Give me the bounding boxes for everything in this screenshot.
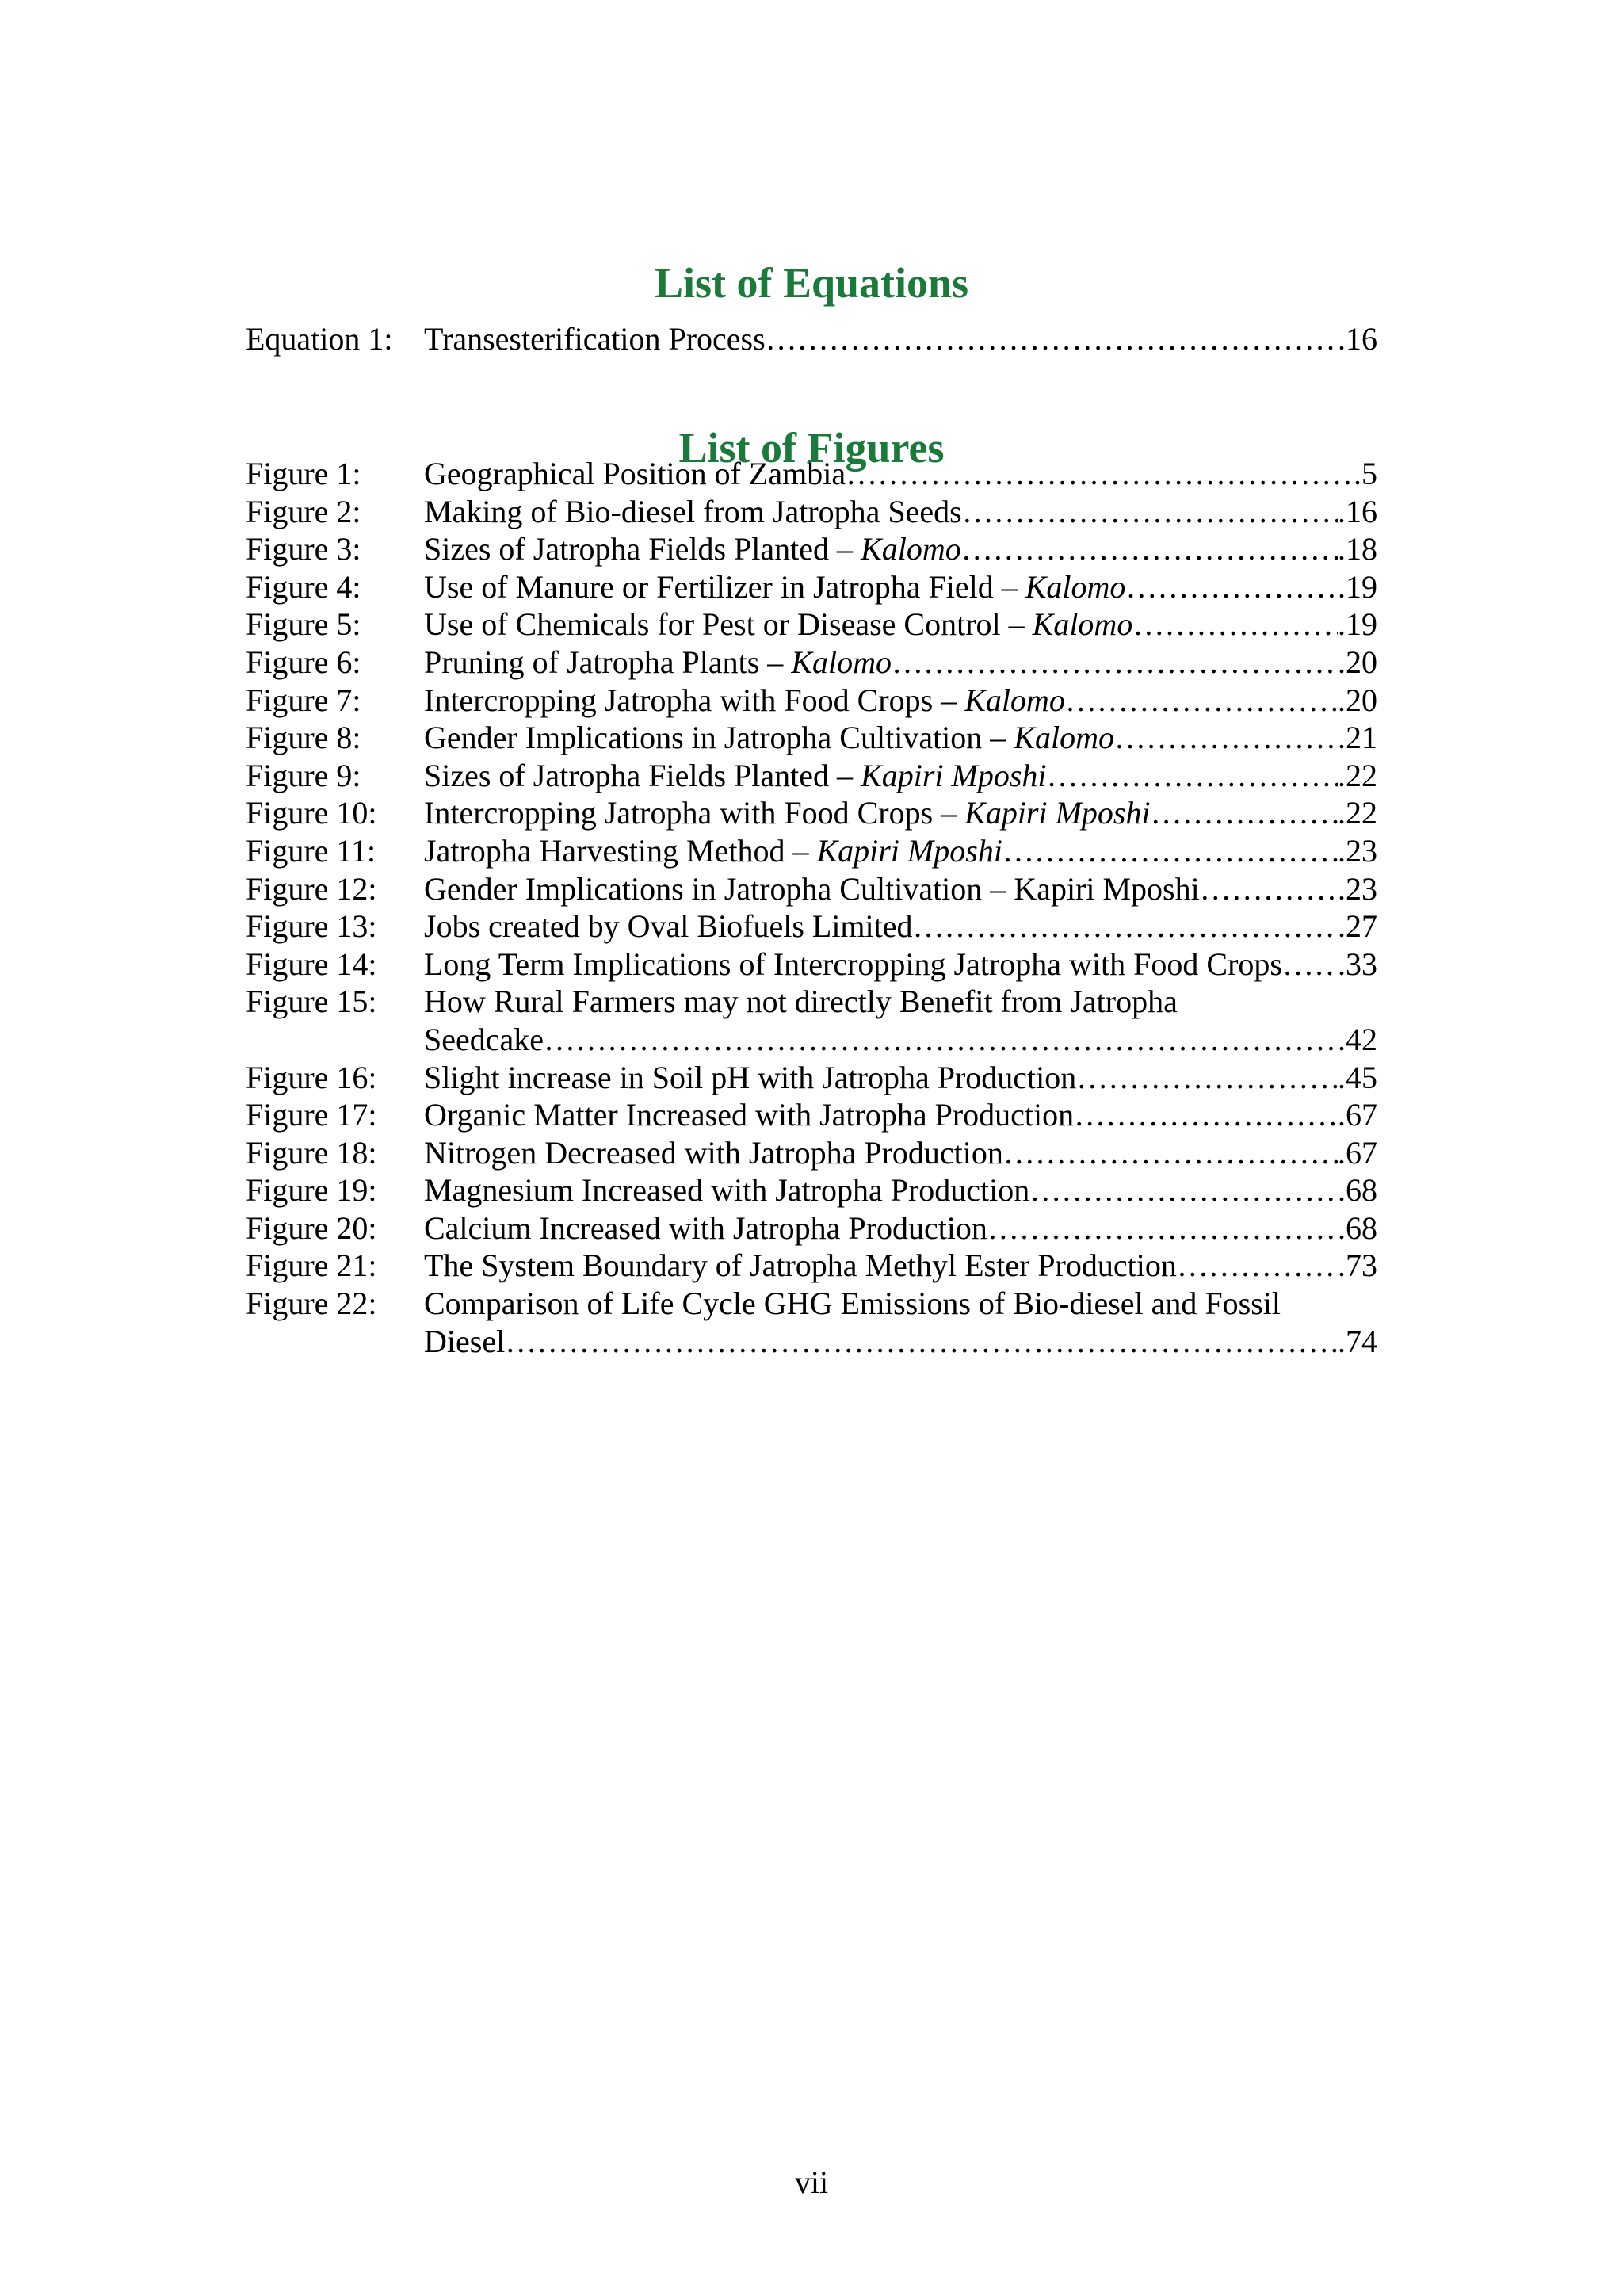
figure-title-text: Pruning of Jatropha Plants – — [424, 644, 792, 680]
dot-leader — [1114, 719, 1338, 757]
figure-line — [424, 983, 1377, 1021]
figure-label: Figure 2: — [246, 493, 361, 529]
figure-line — [424, 530, 1377, 568]
figure-line — [424, 1096, 1377, 1134]
figure-page-number: . 20 — [1338, 682, 1377, 720]
figure-label: Figure 13: — [246, 908, 377, 945]
figure-title — [424, 455, 846, 493]
figure-title-text: Magnesium Increased with Jatropha Production — [424, 1172, 1030, 1209]
figure-body — [424, 870, 1377, 908]
figure-location: Kalomo — [964, 682, 1065, 718]
figure-body — [424, 946, 1377, 984]
figure-title — [424, 757, 1047, 795]
figure-entry[interactable] — [246, 1096, 1377, 1134]
equation-page-number: . 16 — [1338, 320, 1377, 358]
figure-page-number: . 67 — [1338, 1134, 1377, 1172]
figure-title — [424, 946, 1282, 984]
figure-location: Kalomo — [1014, 720, 1114, 756]
dot-leader — [961, 530, 1338, 568]
figure-label: Figure 18: — [246, 1134, 377, 1171]
dot-leader — [1029, 1171, 1338, 1209]
figure-line — [424, 1209, 1377, 1247]
figure-title — [424, 493, 962, 531]
figure-page-number: . 18 — [1338, 530, 1377, 568]
dot-leader — [766, 320, 1338, 358]
figure-title — [424, 1134, 1003, 1172]
figure-line — [424, 644, 1377, 682]
figure-entry[interactable] — [246, 1209, 1377, 1247]
figure-entry[interactable] — [246, 682, 1377, 720]
figure-page-number: . 42 — [1338, 1021, 1377, 1059]
dot-leader — [1065, 682, 1338, 720]
figure-title-text: Making of Bio-diesel from Jatropha Seeds — [424, 493, 962, 529]
figure-body — [424, 530, 1377, 568]
figure-title-text: Sizes of Jatropha Fields Planted – — [424, 531, 861, 567]
dot-leader — [544, 1021, 1338, 1059]
figure-entry[interactable] — [246, 983, 1377, 1058]
figure-title-text: Long Term Implications of Intercropping Jatropha with Food Crops — [424, 946, 1282, 982]
equation-title — [424, 320, 766, 358]
figure-page-number: . 22 — [1338, 794, 1377, 832]
figure-label: Figure 15: — [246, 984, 377, 1020]
figure-line — [424, 493, 1377, 531]
figure-label: Figure 12: — [246, 870, 377, 907]
figure-line — [424, 455, 1377, 493]
figure-title-text: Jatropha Harvesting Method – — [424, 832, 817, 869]
figure-line — [424, 568, 1377, 606]
figure-title — [424, 983, 1178, 1021]
figure-body — [424, 983, 1377, 1058]
figure-label: Figure 8: — [246, 720, 361, 756]
figure-entry[interactable] — [246, 1247, 1377, 1285]
figure-entry[interactable] — [246, 455, 1377, 493]
figure-body — [424, 1134, 1377, 1172]
dot-leader — [1282, 946, 1338, 984]
figure-body — [424, 455, 1377, 493]
figure-entry[interactable] — [246, 907, 1377, 946]
equations-heading: List of Equations — [654, 259, 969, 308]
figure-entry[interactable] — [246, 493, 1377, 531]
figure-page-number: . 5 — [1354, 455, 1377, 493]
figure-body — [424, 1096, 1377, 1134]
figure-label: Figure 19: — [246, 1172, 377, 1209]
figure-body — [424, 1171, 1377, 1209]
figure-line — [424, 682, 1377, 720]
figure-title — [424, 568, 1125, 606]
figure-title — [424, 1247, 1177, 1285]
figure-body — [424, 1247, 1377, 1285]
figure-entry[interactable] — [246, 719, 1377, 757]
figure-body — [424, 832, 1377, 870]
figure-title-text: Gender Implications in Jatropha Cultivation – Kapiri Mposhi — [424, 870, 1200, 907]
figure-title-text: Organic Matter Increased with Jatropha Production — [424, 1097, 1075, 1133]
figure-title — [424, 794, 1151, 832]
figure-body — [424, 493, 1377, 531]
figure-entry[interactable] — [246, 530, 1377, 568]
figure-title — [424, 1209, 987, 1247]
figure-title — [424, 530, 961, 568]
figure-line — [424, 1059, 1377, 1097]
figure-title-text: Sizes of Jatropha Fields Planted – — [424, 757, 861, 793]
figure-label: Figure 9: — [246, 757, 361, 793]
figure-title — [424, 644, 892, 682]
dot-leader — [962, 493, 1338, 531]
figure-body — [424, 606, 1377, 644]
figure-title-text: Intercropping Jatropha with Food Crops – — [424, 795, 965, 831]
figure-title — [424, 907, 913, 946]
dot-leader — [1125, 568, 1338, 606]
figure-body — [424, 794, 1377, 832]
figures-list — [246, 455, 1377, 1360]
figure-title-text: Use of Chemicals for Pest or Disease Control – — [424, 606, 1033, 643]
figure-label: Figure 4: — [246, 568, 361, 605]
dot-leader — [1003, 1134, 1338, 1172]
figure-label: Figure 5: — [246, 606, 361, 643]
figure-page-number: . 27 — [1338, 907, 1377, 946]
figure-line — [424, 907, 1377, 946]
figure-title — [424, 719, 1114, 757]
figure-entry[interactable] — [246, 606, 1377, 644]
figure-body — [424, 719, 1377, 757]
figure-body — [424, 1209, 1377, 1247]
figure-label: Figure 20: — [246, 1209, 377, 1246]
dot-leader — [1047, 757, 1338, 795]
figure-page-number: . 23 — [1338, 870, 1377, 908]
dot-leader — [505, 1323, 1338, 1361]
figure-title — [424, 870, 1200, 908]
figure-line — [424, 1134, 1377, 1172]
figure-title-text: Intercropping Jatropha with Food Crops – — [424, 682, 965, 718]
figure-title-text: Use of Manure or Fertilizer in Jatropha Field – — [424, 568, 1025, 605]
dot-leader — [1132, 606, 1338, 644]
figure-page-number: . 19 — [1338, 606, 1377, 644]
figure-page-number: . 21 — [1338, 719, 1377, 757]
dot-leader — [1076, 1059, 1338, 1097]
figure-entry[interactable] — [246, 946, 1377, 984]
figure-entry[interactable] — [246, 568, 1377, 606]
figure-entry[interactable] — [246, 1059, 1377, 1097]
figure-title-continued: Diesel — [424, 1323, 506, 1359]
figure-entry[interactable] — [246, 757, 1377, 795]
figure-entry[interactable] — [246, 832, 1377, 870]
equation-line — [424, 320, 1377, 358]
figure-label: Figure 14: — [246, 946, 377, 982]
figure-body — [424, 568, 1377, 606]
figure-title-text: How Rural Farmers may not directly Benefit from Jatropha — [424, 984, 1178, 1020]
figure-location: Kapiri Mposhi — [964, 795, 1151, 831]
figure-title-text: Geographical Position of Zambia — [424, 456, 846, 491]
figure-label: Figure 6: — [246, 644, 361, 680]
figure-entry[interactable] — [246, 1285, 1377, 1360]
figure-body — [424, 1285, 1377, 1360]
figure-page-number: . 19 — [1338, 568, 1377, 606]
figure-title — [424, 1059, 1076, 1097]
dot-leader — [1074, 1096, 1338, 1134]
figure-line — [424, 1323, 1377, 1361]
figure-line — [424, 870, 1377, 908]
figure-location: Kalomo — [1032, 606, 1133, 643]
dot-leader — [913, 907, 1338, 946]
figure-location: Kalomo — [861, 531, 961, 567]
dot-leader — [1002, 832, 1338, 870]
figure-line — [424, 719, 1377, 757]
figure-title — [424, 1096, 1074, 1134]
figure-label: Figure 10: — [246, 795, 377, 831]
figure-title — [424, 1171, 1029, 1209]
figure-location: Kapiri Mposhi — [861, 757, 1047, 793]
figure-page-number: . 68 — [1338, 1171, 1377, 1209]
figure-page-number: . 20 — [1338, 644, 1377, 682]
figure-line — [424, 1247, 1377, 1285]
figure-body — [424, 644, 1377, 682]
equations-list — [246, 320, 1377, 358]
figure-label: Figure 3: — [246, 531, 361, 567]
figure-entry[interactable] — [246, 644, 1377, 682]
dot-leader — [1151, 794, 1338, 832]
figure-label: Figure 17: — [246, 1097, 377, 1133]
figure-page-number: . 67 — [1338, 1096, 1377, 1134]
figure-label: Figure 1: — [246, 456, 361, 491]
figure-line — [424, 1285, 1377, 1323]
figure-title — [424, 606, 1132, 644]
dot-leader — [892, 644, 1338, 682]
figure-title-text: Calcium Increased with Jatropha Production — [424, 1209, 987, 1246]
figure-page-number: . 22 — [1338, 757, 1377, 795]
figure-location: Kalomo — [791, 644, 892, 680]
figure-line — [424, 794, 1377, 832]
figure-line — [424, 1021, 1377, 1059]
figure-page-number: . 73 — [1338, 1247, 1377, 1285]
figure-entry[interactable] — [246, 870, 1377, 908]
figure-body — [424, 907, 1377, 946]
figure-body — [424, 1059, 1377, 1097]
figure-line — [424, 1171, 1377, 1209]
dot-leader — [846, 455, 1354, 493]
figure-location: Kapiri Mposhi — [816, 832, 1002, 869]
dot-leader — [987, 1209, 1338, 1247]
figure-entry[interactable] — [246, 1134, 1377, 1172]
figure-location: Kalomo — [1025, 568, 1126, 605]
equation-entry[interactable] — [246, 320, 1377, 358]
figure-entry[interactable] — [246, 794, 1377, 832]
figure-page-number: . 33 — [1338, 946, 1377, 984]
figure-title-text: Jobs created by Oval Biofuels Limited — [424, 908, 913, 945]
figure-title — [424, 1285, 1281, 1323]
figure-title-text: Nitrogen Decreased with Jatropha Production — [424, 1134, 1003, 1171]
equation-label: Equation 1: — [246, 321, 393, 357]
figure-title — [424, 832, 1002, 870]
page-number: vii — [794, 2164, 829, 2200]
figure-title-text: Gender Implications in Jatropha Cultivation – — [424, 720, 1014, 756]
figure-body — [424, 757, 1377, 795]
figure-line — [424, 757, 1377, 795]
figure-page-number: . 68 — [1338, 1209, 1377, 1247]
figure-page-number: . 16 — [1338, 493, 1377, 531]
figure-title-text: Comparison of Life Cycle GHG Emissions of Bio-diesel and Fossil — [424, 1286, 1281, 1322]
figure-body — [424, 682, 1377, 720]
equation-body — [424, 320, 1377, 358]
figure-page-number: . 45 — [1338, 1059, 1377, 1097]
figures-heading: List of Figures — [678, 424, 945, 472]
figure-label: Figure 22: — [246, 1286, 377, 1322]
figure-label: Figure 7: — [246, 682, 361, 718]
figure-line — [424, 606, 1377, 644]
figure-title-continued: Seedcake — [424, 1021, 544, 1057]
figure-page-number: . 23 — [1338, 832, 1377, 870]
figure-line — [424, 946, 1377, 984]
figure-line — [424, 832, 1377, 870]
figure-label: Figure 11: — [246, 832, 376, 869]
figure-label: Figure 21: — [246, 1247, 377, 1284]
figure-title-text: Slight increase in Soil pH with Jatropha Production — [424, 1059, 1077, 1095]
figure-page-number: . 74 — [1338, 1323, 1377, 1361]
figure-entry[interactable] — [246, 1171, 1377, 1209]
figure-title-text: The System Boundary of Jatropha Methyl Ester Production — [424, 1247, 1177, 1284]
dot-leader — [1200, 870, 1338, 908]
figure-label: Figure 16: — [246, 1059, 377, 1095]
figure-title — [424, 682, 1065, 720]
dot-leader — [1177, 1247, 1338, 1285]
equation-title-text: Transesterification Process — [424, 321, 766, 357]
